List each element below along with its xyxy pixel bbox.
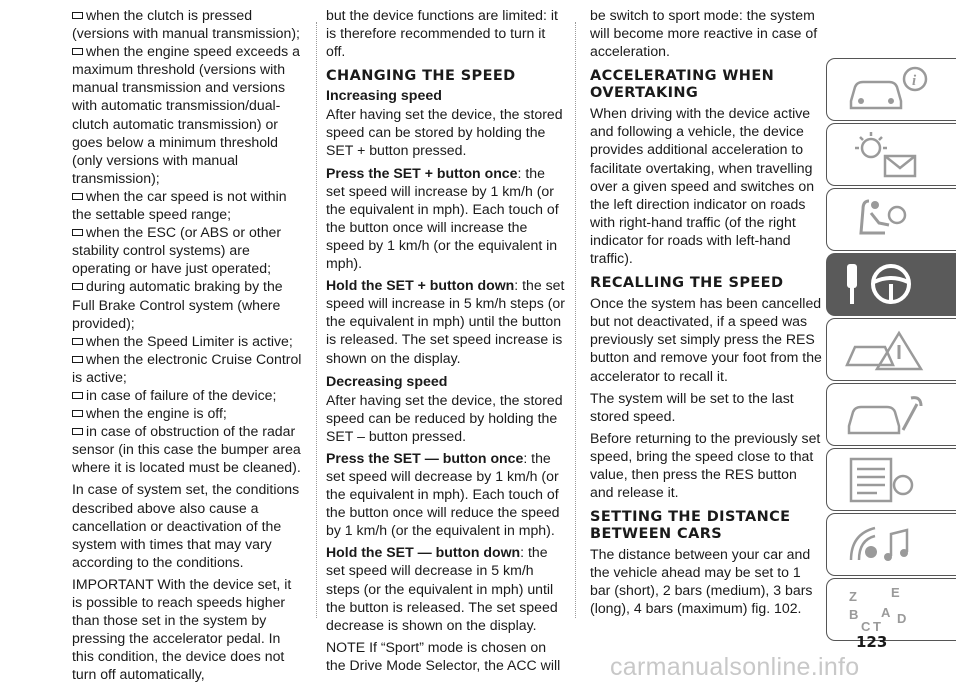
index-letter: C xyxy=(861,619,871,634)
bullet-square-icon xyxy=(72,338,83,345)
tab-warning-lights[interactable] xyxy=(826,123,956,186)
emergency-icon xyxy=(841,325,931,375)
bullet-item: when the ESC (or ABS or other stability control systems) are operating or have just operated; xyxy=(72,224,282,277)
bullet-square-icon xyxy=(72,356,83,363)
paragraph: After having set the device, the stored speed can be stored by holding the SET + button pressed. xyxy=(326,106,563,159)
technical-data-icon xyxy=(841,455,931,505)
car-info-icon xyxy=(841,65,931,115)
index-icon xyxy=(841,585,931,635)
seat-airbag-icon xyxy=(841,195,931,245)
paragraph: The system will be set to the last stored speed. xyxy=(590,389,794,424)
paragraph: Hold the SET + button down: the set speed will increase in 5 km/h steps (or the equivalent in mph) until the button is released. The set speed increase is shown on the display. xyxy=(326,277,565,366)
paragraph: NOTE If “Sport” mode is chosen on the Drive Mode Selector, the ACC will xyxy=(326,638,561,673)
index-letter: T xyxy=(873,619,881,634)
bullet-square-icon xyxy=(72,48,83,55)
tab-safety[interactable] xyxy=(826,188,956,251)
tab-multimedia[interactable] xyxy=(826,513,956,576)
column-2 xyxy=(326,6,566,678)
column-3 xyxy=(590,6,822,622)
paragraph: Hold the SET — button down: the set speed will decrease in 5 km/h steps (or the equivalent in mph) until the button is released. The set speed decrease is shown on the display. xyxy=(326,544,558,633)
bullet-square-icon xyxy=(72,428,83,435)
paragraph: Before returning to the previously set speed, bring the speed close to that value, then press the RES button and release it. xyxy=(590,429,821,501)
paragraph: Once the system has been cancelled but not deactivated, if a speed was previously set simply press the RES button and remove your foot from the accelerator to recall it. xyxy=(590,295,822,384)
tab-technical-data[interactable] xyxy=(826,448,956,511)
bullet-item: when the Speed Limiter is active; xyxy=(72,332,302,350)
tab-index[interactable] xyxy=(826,578,956,641)
paragraph: Press the SET + button once: the set speed will increase by 1 km/h (or the equivalent in mph). Each touch of the button once will increase the speed by 1 km/h (or the equivalent in mph). xyxy=(326,164,559,272)
svg-text:i: i xyxy=(912,73,917,89)
car-service-icon xyxy=(841,390,931,440)
index-letter: D xyxy=(897,611,907,626)
paragraph: The distance between your car and the vehicle ahead may be set to 1 bar (short), 2 bars (medium), 3 bars (long), 4 bars (maximum) fig. 102. xyxy=(590,546,813,617)
section-heading: CHANGING THE SPEED xyxy=(326,68,516,85)
bullet-item: when the car speed is not within the settable speed range; xyxy=(72,187,287,223)
bullet-square-icon xyxy=(72,410,83,417)
bullet-square-icon xyxy=(72,193,83,200)
index-letter: A xyxy=(881,605,891,620)
page-number: 123 xyxy=(856,633,888,651)
bullet-square-icon xyxy=(72,283,83,290)
bullet-item: when the engine is off; xyxy=(72,404,302,422)
bullet-square-icon xyxy=(72,392,83,399)
tab-emergency[interactable] xyxy=(826,318,956,381)
bullet-square-icon xyxy=(72,229,83,236)
column-1 xyxy=(72,6,302,687)
bullet-item: during automatic braking by the Full Brake Control system (where provided); xyxy=(72,278,283,331)
section-heading: RECALLING THE SPEED xyxy=(590,275,784,292)
key-steering-wheel-icon xyxy=(841,260,931,310)
column-divider xyxy=(316,22,317,618)
bullet-item: in case of failure of the device; xyxy=(72,386,302,404)
section-heading: SETTING THE DISTANCE BETWEEN CARS xyxy=(590,509,791,543)
column-divider xyxy=(575,22,576,618)
paragraph: Press the SET — button once: the set speed will decrease by 1 km/h (or the equivalent in mph). Each touch of the button once will reduce the speed by 1 km/h (or the equivalent in mph). xyxy=(326,449,560,539)
index-letter: Z xyxy=(849,589,857,604)
bullet-item: when the engine speed exceeds a maximum threshold (versions with manual transmission and versions with automatic transmission/dual-clutch automatic transmission) or goes below a minimum threshold (only versions with manual transmission); xyxy=(72,43,300,186)
tab-car-info[interactable] xyxy=(826,58,956,121)
bullet-square-icon xyxy=(72,12,83,19)
index-letter: E xyxy=(891,585,900,600)
paragraph: IMPORTANT With the device set, it is possible to reach speeds higher than those set in the system by pressing the accelerator pedal. In this condition, the device does not turn off automatically, xyxy=(72,575,292,683)
sub-heading: Decreasing speed xyxy=(326,373,448,390)
watermark: carmanualsonline.info xyxy=(610,653,860,681)
bullet-item: when the clutch is pressed (versions with manual transmission); xyxy=(72,7,300,42)
tab-servicing[interactable] xyxy=(826,383,956,446)
paragraph: After having set the device, the stored speed can be reduced by holding the SET – button pressed. xyxy=(326,391,563,444)
paragraph: be switch to sport mode: the system will become more reactive in case of acceleration. xyxy=(590,7,818,60)
multimedia-icon xyxy=(841,520,931,570)
paragraph: When driving with the device active and following a vehicle, the device provides additional acceleration to facilitate overtaking, when travelling over a given speed and switches on the left direction indicator on roads with right-hand traffic (of the right indicator for roads with left-hand traffic). xyxy=(590,105,815,267)
paragraph: In case of system set, the conditions described above also cause a cancellation or deactivation of the system with times that may vary according to the conditions. xyxy=(72,481,300,570)
bullet-item: when the electronic Cruise Control is active; xyxy=(72,350,302,385)
bullet-item: in case of obstruction of the radar sensor (in this case the bumper area where it is located must be cleaned). xyxy=(72,423,301,476)
paragraph: but the device functions are limited: it is therefore recommended to turn it off. xyxy=(326,7,558,60)
warning-lights-icon xyxy=(841,130,931,180)
sub-heading: Increasing speed xyxy=(326,88,442,105)
tab-starting-driving[interactable] xyxy=(826,253,956,316)
section-heading: ACCELERATING WHEN OVERTAKING xyxy=(590,68,775,102)
index-letter: B xyxy=(849,607,859,622)
